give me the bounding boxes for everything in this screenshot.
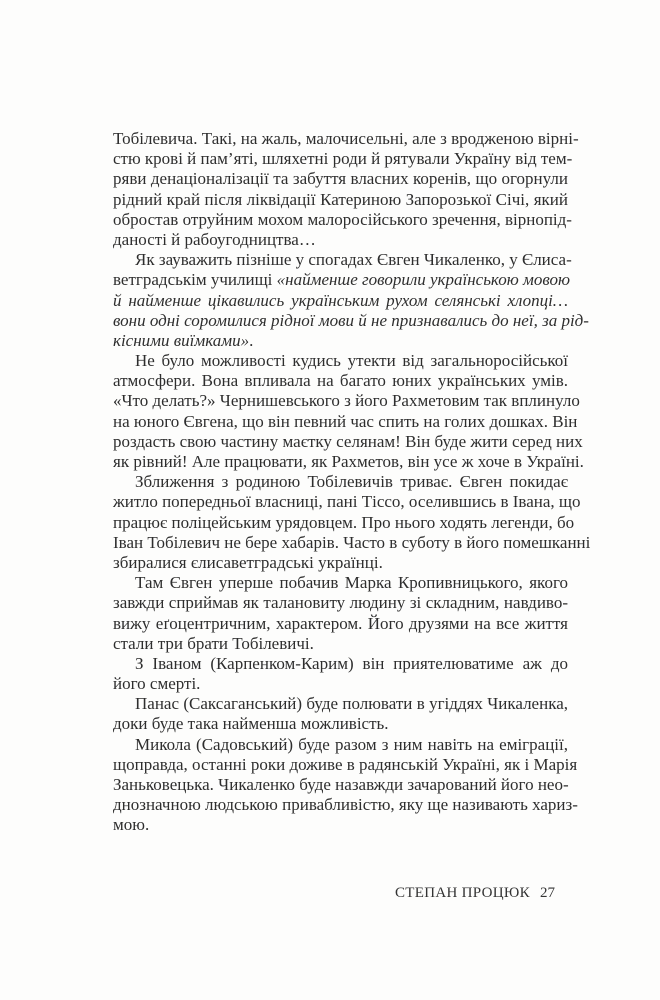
text-segment: Іван Тобілевич не бере хабарів. Часто в суботу в його помешканні bbox=[113, 532, 591, 552]
text-segment: збиралися єлисаветградські українці. bbox=[113, 552, 383, 572]
text-line bbox=[113, 391, 580, 411]
text-segment: ряви денаціоналізації та забуття власних коренів, що огорнули bbox=[113, 169, 568, 189]
text-segment: роздасть свою частину маєтку селянам! Він буде жити серед них bbox=[113, 431, 583, 451]
text-line bbox=[113, 714, 568, 734]
text-segment: Там Євген уперше побачив Марка Кропивницького, якого bbox=[135, 573, 568, 593]
text-line bbox=[113, 573, 568, 593]
text-line bbox=[113, 694, 568, 714]
paragraph bbox=[113, 472, 591, 573]
text-line bbox=[113, 230, 568, 250]
page-footer bbox=[0, 885, 660, 907]
paragraph bbox=[113, 654, 568, 694]
page-body-text bbox=[113, 129, 591, 836]
text-segment: Панас (Саксаганський) буде полювати в угіддях Чикаленка, bbox=[135, 694, 568, 714]
text-line bbox=[113, 754, 578, 775]
running-footer-author: СТЕПАН ПРОЦЮК bbox=[395, 885, 530, 901]
text-line bbox=[113, 815, 568, 835]
text-segment: Зближення з родиною Тобілевичів триває. Євген покидає bbox=[135, 472, 568, 492]
text-segment: Заньковецька. Чикаленко буде назавжди зачарований його нео- bbox=[113, 775, 569, 794]
text-segment: З Іваном (Карпенком-Карим) він приятелюватиме аж до bbox=[135, 653, 568, 673]
italic-quote-text: вони одні соромилися рідної мови й не признавались до неї, за рід- bbox=[113, 310, 589, 330]
text-segment: завжди сприймав як талановиту людину зі складним, навдиво- bbox=[113, 593, 568, 613]
text-line bbox=[113, 654, 568, 674]
text-segment: «Что делать?» Чернишевського з його Рахметовим так вплинуло bbox=[113, 391, 580, 411]
text-line bbox=[113, 634, 568, 654]
text-segment: доки буде така найменша можливість. bbox=[113, 714, 389, 734]
text-segment: . bbox=[249, 330, 254, 350]
text-segment: атмосфери. Вона впливала на багато юних українських умів. bbox=[113, 371, 568, 391]
text-line bbox=[113, 492, 581, 512]
text-segment: днозначною людською привабливістю, яку ще називають хариз- bbox=[113, 795, 578, 815]
text-segment: Микола (Садовський) буде разом з ним навіть на еміграції, bbox=[135, 734, 568, 754]
text-segment: мою. bbox=[113, 815, 150, 835]
text-line bbox=[113, 310, 589, 331]
paragraph bbox=[113, 250, 589, 351]
text-segment: щоправда, останні роки доживе в радянській Україні, як і Марія bbox=[113, 754, 578, 774]
text-line bbox=[113, 735, 568, 755]
page-number: 27 bbox=[540, 885, 555, 901]
text-segment: Як зауважить пізніше у спогадах Євген Чикаленко, у Єлиса- bbox=[135, 250, 572, 270]
text-line bbox=[113, 674, 568, 694]
paragraph bbox=[113, 129, 579, 250]
text-segment: його смерті. bbox=[113, 674, 201, 694]
text-line bbox=[113, 452, 584, 472]
text-segment: ветградськім училищі bbox=[113, 270, 277, 290]
text-segment: стали три брати Тобілевичі. bbox=[113, 633, 314, 653]
paragraph bbox=[113, 694, 568, 734]
paragraph bbox=[113, 351, 584, 472]
text-line bbox=[113, 371, 568, 391]
italic-quote-text: й найменше цікавились українським рухом селянські хлопці… bbox=[113, 290, 568, 310]
text-segment: на юного Євгена, що він певний час спить на голих дошках. Він bbox=[113, 411, 578, 431]
text-line bbox=[113, 291, 568, 311]
text-segment: рідний край після ліквідації Катериною Запорозької Січі, який bbox=[113, 189, 568, 209]
text-line bbox=[113, 190, 568, 210]
text-line bbox=[113, 472, 568, 492]
text-segment: стю крові й пам’яті, шляхетні роди й рятували Україну від тем- bbox=[113, 149, 573, 169]
italic-quote-text: «найменше говорили українською мовою bbox=[276, 270, 570, 290]
text-line bbox=[113, 250, 572, 270]
paragraph bbox=[113, 573, 568, 654]
text-line bbox=[113, 149, 573, 169]
text-segment: обростав отруйним мохом малоросійського зречення, вірнопід- bbox=[113, 209, 572, 229]
text-segment: працює поліцейським урядовцем. Про нього ходять легенди, бо bbox=[113, 512, 575, 532]
text-line bbox=[113, 270, 568, 290]
text-line bbox=[113, 431, 583, 452]
text-line bbox=[113, 775, 568, 795]
text-segment: вижу еґоцентричним, характером. Його друзями на все життя bbox=[113, 613, 568, 633]
italic-quote-text: кісними виїмками» bbox=[113, 330, 250, 350]
text-line bbox=[113, 129, 579, 149]
text-segment: Не було можливості кудись утекти від загальноросійської bbox=[135, 351, 568, 371]
text-line bbox=[113, 209, 572, 230]
text-segment: як рівний! Але працювати, як Рахметов, він усе ж хоче в Україні. bbox=[113, 452, 584, 471]
text-line bbox=[113, 331, 568, 351]
text-line bbox=[113, 169, 568, 189]
text-line bbox=[113, 532, 591, 553]
text-line bbox=[113, 614, 568, 634]
text-segment: даності й рабоугодництва… bbox=[113, 229, 316, 249]
text-line bbox=[113, 593, 568, 613]
text-line bbox=[113, 351, 568, 371]
text-segment: житло попередньої власниці, пані Тіссо, оселившись в Івана, що bbox=[113, 492, 581, 512]
text-line bbox=[113, 553, 568, 573]
text-line bbox=[113, 411, 578, 432]
text-segment: Тобілевича. Такі, на жаль, малочисельні, але з вродженою вірні- bbox=[113, 129, 579, 148]
text-line bbox=[113, 795, 578, 815]
paragraph bbox=[113, 734, 578, 836]
text-line bbox=[113, 512, 575, 533]
